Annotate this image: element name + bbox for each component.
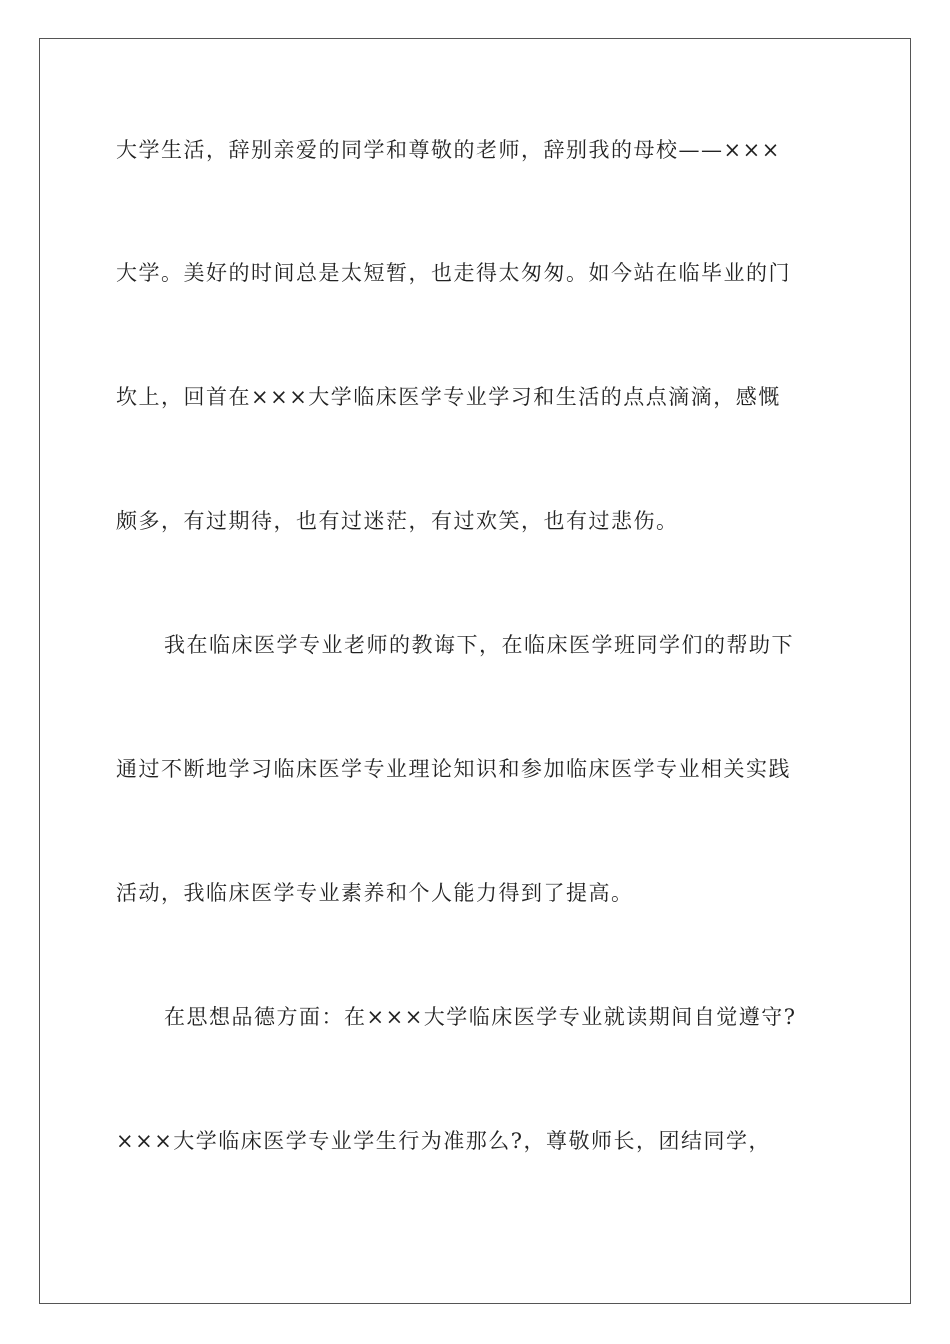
text-line-2: 大学。美好的时间总是太短暂，也走得太匆匆。如今站在临毕业的门 xyxy=(116,261,791,285)
paragraph-2-line-2: 通过不断地学习临床医学专业理论知识和参加临床医学专业相关实践 xyxy=(116,757,791,781)
text-line-3: 坎上，回首在×××大学临床医学专业学习和生活的点点滴滴，感慨 xyxy=(116,385,781,409)
paragraph-2-line-3: 活动，我临床医学专业素养和个人能力得到了提高。 xyxy=(116,881,634,905)
paragraph-3-line-2: ×××大学临床医学专业学生行为准那么?，尊敬师长，团结同学， xyxy=(116,1129,772,1153)
paragraph-3-line-1: 在思想品德方面：在×××大学临床医学专业就读期间自觉遵守? xyxy=(164,1005,797,1029)
paragraph-2-line-1: 我在临床医学专业老师的教诲下，在临床医学班同学们的帮助下 xyxy=(164,633,794,657)
page-frame xyxy=(39,38,911,1304)
text-line-4: 颇多，有过期待，也有过迷茫，有过欢笑，也有过悲伤。 xyxy=(116,509,679,533)
text-line-1: 大学生活，辞别亲爱的同学和尊敬的老师，辞别我的母校——××× xyxy=(116,138,781,162)
